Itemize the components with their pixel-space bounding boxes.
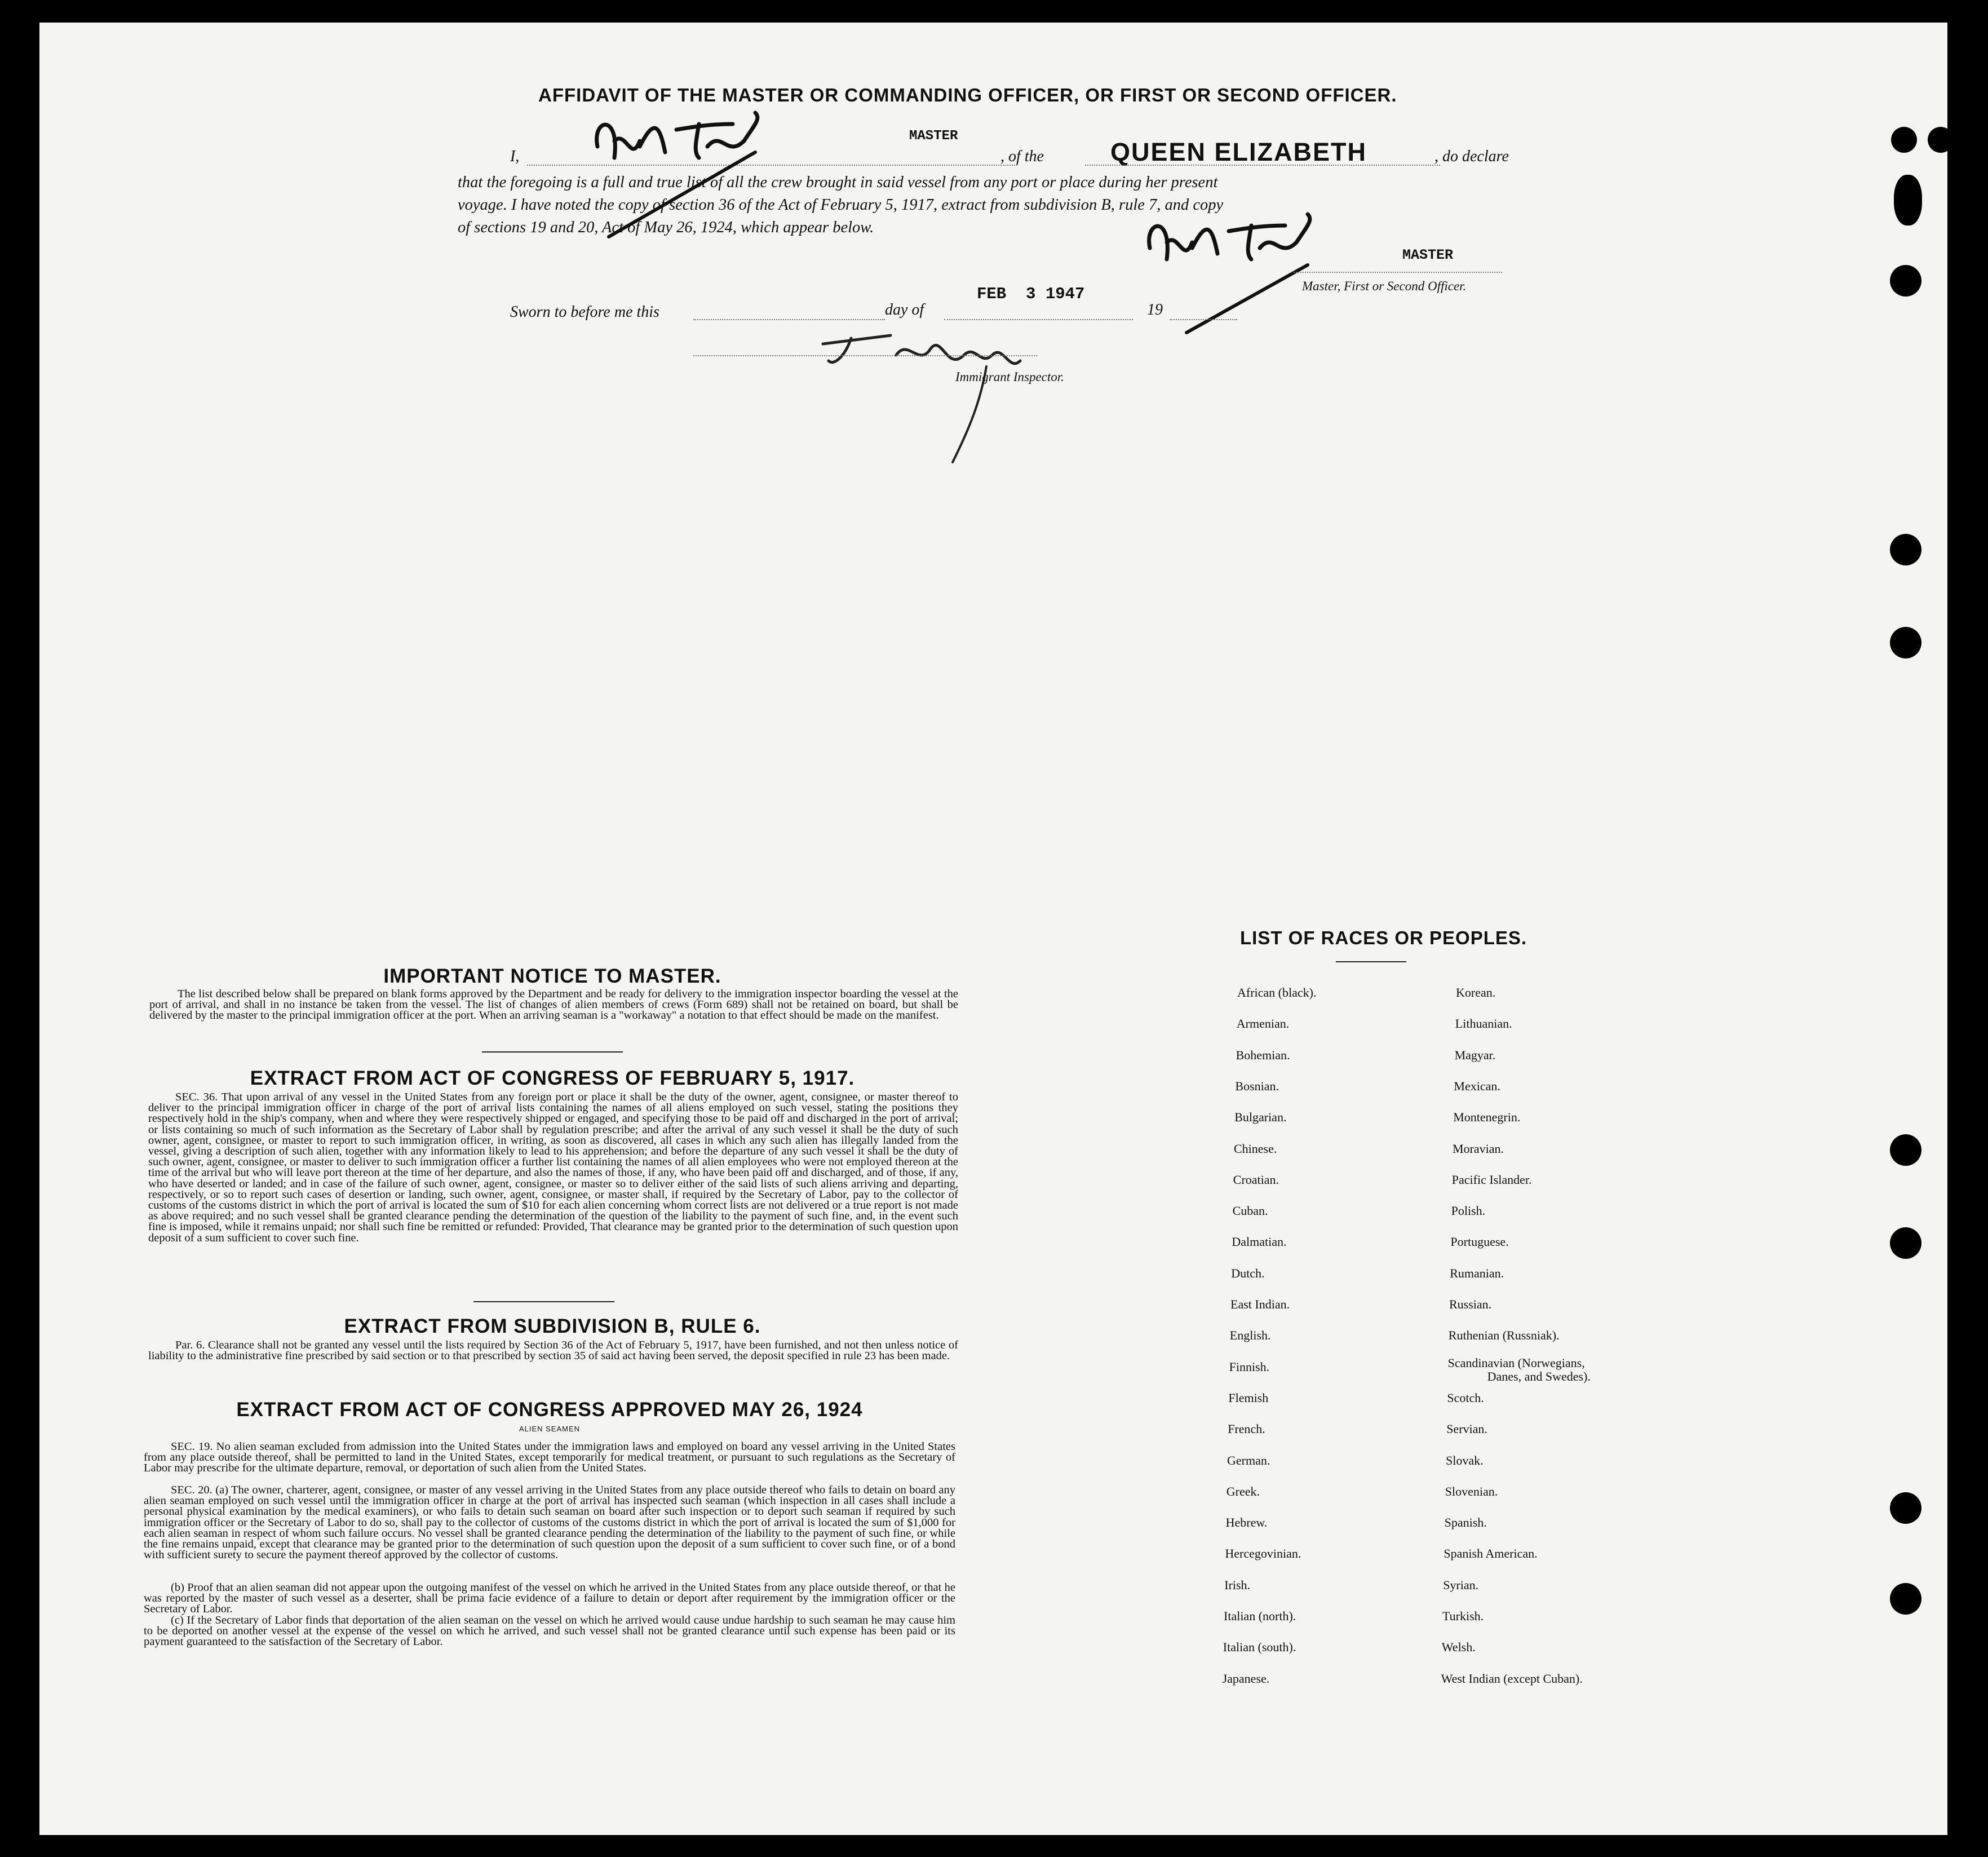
race-right-item: Scandinavian (Norwegians, Danes, and Swedes). xyxy=(1447,1355,1591,1383)
punch-hole-9 xyxy=(1890,1583,1921,1615)
race-left-item: Chinese. xyxy=(1234,1141,1277,1156)
punch-hole-8 xyxy=(1890,1492,1921,1524)
extract-1917-title: EXTRACT FROM ACT OF CONGRESS OF FEBRUARY 5, 1917. xyxy=(250,1067,855,1089)
punch-hole-top-right xyxy=(1928,127,1954,153)
race-left-item: African (black). xyxy=(1237,985,1317,1000)
do-declare-text: , do declare xyxy=(1434,148,1509,165)
extract-1917-body: SEC. 36. That upon arrival of any vessel in the United States from any foreign port or place it shall be the duty of the owner, agent, consignee, or master thereof to deliver to the principal immigration officer in charge of the port of arrival lists containing the names of all aliens employed on such vessel, stating the positions they respectively hold in the ship's company, when and where they were respectively shipped or engaged, and specifying those to be paid off and discharged in the port of arrival; or lists containing so much of such information as the Secretary of Labor shall by regulation prescribe; and after the arrival of any such vessel it shall be the duty of such owner, agent, consignee, or master to report to such immigration officer, in writing, as soon as discovered, all cases in which any such alien has illegally landed from the vessel, giving a description of such alien, together with any information likely to lead to his apprehension; and before the departure of any such vessel it shall be the duty of such owner, agent, consignee, or master to deliver to such immigration officer a further list containing the names of all alien employees who were not employed thereon at the time of the arrival but who will leave port thereon at the time of her departure, and also the names of those, if any, who have been paid off and discharged, and of those, if any, who have deserted or landed; and in case of the failure of such owner, agent, consignee, or master so to deliver either of the said lists of such aliens arriving and departing, respectively, or so to report such cases of desertion or landing, such owner, agent, consignee, or master shall, if required by the Secretary of Labor, pay to the collector of customs of the customs district in which the port of arrival is located the sum of $10 for each alien concerning whom correct lists are not delivered or a true report is not made as above required; and no such vessel shall be granted clearance pending the determination of the question of the liability to the payment of such fine, and, in the event such fine is imposed, while it remains unpaid; nor shall such fine be remitted or refunded: Provided, That clearance may be granted prior to the determination of such question upon deposit of a sum sufficient to cover such fine. xyxy=(148,1091,958,1244)
day-of-text: day of xyxy=(885,301,924,319)
race-left-item: Greek. xyxy=(1226,1484,1260,1498)
race-left-item: Italian (south). xyxy=(1223,1640,1296,1655)
race-left-item: East Indian. xyxy=(1230,1297,1290,1311)
race-left-item: Cuban. xyxy=(1232,1204,1268,1218)
race-left-item: Japanese. xyxy=(1222,1671,1270,1686)
race-left-item: Dutch. xyxy=(1231,1266,1265,1280)
race-right-item: West Indian (except Cuban). xyxy=(1441,1671,1583,1686)
race-right-item: Mexican. xyxy=(1454,1078,1500,1093)
date-stamp: FEB 3 1947 xyxy=(977,285,1085,303)
race-left-item: Hercegovinian. xyxy=(1225,1546,1301,1561)
race-right-item: Lithuanian. xyxy=(1455,1016,1512,1031)
extract-1924-sec20c: (c) If the Secretary of Labor finds that deportation of the alien seaman on the vessel on which he arrived would cause undue hardship to such seaman he may cause him to be deported on another vessel at the expense of the vessel on which he arrived, and such vessel shall not be granted clearance until such expense has been paid or its payment guaranteed to the satisfaction of the Secretary of Labor. xyxy=(144,1614,955,1648)
race-right-item: Turkish. xyxy=(1442,1609,1484,1623)
extract-rule6-title: EXTRACT FROM SUBDIVISION B, RULE 6. xyxy=(344,1315,761,1337)
race-right-item: Syrian. xyxy=(1443,1577,1479,1592)
inspector-signature xyxy=(812,321,1077,468)
divider-2 xyxy=(473,1301,614,1302)
race-right-item: Russian. xyxy=(1449,1297,1492,1311)
divider-1 xyxy=(482,1051,623,1053)
rank-stamp: MASTER xyxy=(909,129,958,144)
sworn-month-line xyxy=(944,319,1133,320)
race-left-item: Dalmatian. xyxy=(1232,1235,1287,1249)
race-left-item: Irish. xyxy=(1224,1577,1251,1592)
race-left-item: Hebrew. xyxy=(1225,1515,1268,1530)
extract-rule6-body: Par. 6. Clearance shall not be granted any vessel until the lists required by Section 36 of the Act of February 5, 1917, have been furnished, and not then unless notice of liability to the administrative fine prescribed by said section or to that prescribed by section 35 of said act having been served, the deposit specified in rule 23 has been made. xyxy=(148,1339,958,1363)
punch-hole-2 xyxy=(1894,175,1922,226)
punch-hole-5 xyxy=(1890,627,1921,658)
race-right-item: Welsh. xyxy=(1441,1640,1476,1655)
extract-1924-sec20b: (b) Proof that an alien seaman did not appear upon the outgoing manifest of the vessel on which he arrived in the United States from any place outside thereof, or that he was reported by the master of such vessel as a deserter, shall be prima facie evidence of a failure to detain or deport after requirement by the immigration officer or the Secretary of Labor. xyxy=(144,1581,955,1616)
race-left-item: Bosnian. xyxy=(1235,1078,1279,1093)
declaration-line-3: of sections 19 and 20, Act of May 26, 1924, which appear below. xyxy=(458,219,874,236)
punch-hole-4 xyxy=(1890,534,1921,565)
declaration-line-2: voyage. I have noted the copy of section 36 of the Act of February 5, 1917, extract from subdivision B, rule 7, and copy xyxy=(458,196,1224,214)
race-left-item: Flemish xyxy=(1228,1390,1269,1405)
race-left-item: Armenian. xyxy=(1236,1016,1290,1031)
officer-signature xyxy=(1139,203,1330,344)
race-right-item: Moravian. xyxy=(1453,1141,1504,1156)
race-right-item: Korean. xyxy=(1456,985,1496,1000)
sworn-text: Sworn to before me this xyxy=(510,303,659,321)
year-prefix: 19 xyxy=(1147,301,1163,319)
race-right-item: Spanish. xyxy=(1444,1515,1487,1530)
year-line xyxy=(1170,319,1237,320)
race-left-item: Croatian. xyxy=(1233,1172,1279,1187)
race-right-item: Polish. xyxy=(1451,1204,1486,1218)
punch-hole-top-left xyxy=(1891,127,1917,153)
sworn-day-line xyxy=(693,319,885,320)
race-right-item: Rumanian. xyxy=(1450,1266,1504,1280)
race-left-item: Bohemian. xyxy=(1236,1047,1290,1062)
race-left-item: German. xyxy=(1227,1453,1270,1467)
extract-1924-subtitle: ALIEN SEAMEN xyxy=(519,1425,581,1433)
extract-1924-title: EXTRACT FROM ACT OF CONGRESS APPROVED MAY 26, 1924 xyxy=(236,1399,863,1421)
signature-line xyxy=(1291,272,1502,273)
race-right-item: Spanish American. xyxy=(1444,1546,1538,1561)
race-left-item: English. xyxy=(1229,1328,1271,1343)
race-left-item: Bulgarian. xyxy=(1234,1110,1287,1125)
races-title: LIST OF RACES OR PEOPLES. xyxy=(1240,927,1527,948)
inspector-line xyxy=(693,355,1037,356)
race-right-item: Magyar. xyxy=(1454,1047,1496,1062)
inspector-caption: Immigrant Inspector. xyxy=(955,370,1064,384)
extract-1924-sec19: SEC. 19. No alien seaman excluded from admission into the United States under the immigration laws and employed on board any vessel arriving in the United States from any place outside thereof, shall be permitted to land in the United States, except temporarily for medical treatment, or pursuant to such regulations as the Secretary of Labor may prescribe for the ultimate departure, removal, or deportation of such alien from the United States. xyxy=(144,1440,955,1475)
of-the-text: , of the xyxy=(1000,148,1044,165)
signature-rank-stamp: MASTER xyxy=(1402,247,1454,263)
races-divider xyxy=(1336,961,1406,962)
punch-hole-7 xyxy=(1890,1227,1921,1259)
race-right-item: Portuguese. xyxy=(1450,1235,1509,1249)
race-right-item: Pacific Islander. xyxy=(1451,1172,1532,1187)
race-right-item: Scotch. xyxy=(1447,1390,1484,1405)
affidavit-pronoun: I, xyxy=(510,148,520,165)
affidavit-title: AFFIDAVIT OF THE MASTER OR COMMANDING OFFICER, OR FIRST OR SECOND OFFICER. xyxy=(538,85,1397,105)
race-left-item: Italian (north). xyxy=(1224,1609,1296,1623)
punch-hole-6 xyxy=(1890,1134,1921,1166)
race-left-item: French. xyxy=(1228,1422,1265,1436)
race-right-item: Slovenian. xyxy=(1445,1484,1498,1498)
notice-body: The list described below shall be prepared on blank forms approved by the Department and be ready for delivery to the immigration inspector boarding the vessel at the port of arrival, and shall in no instance be taken from the vessel. The list of changes of alien members of crews (Form 689) shall not be retained on board, but shall be delivered by the master to the principal immigration officer at the port. When an arriving seaman is a "workaway" a notation to that effect should be made on the manifest. xyxy=(149,988,958,1022)
race-left-item: Finnish. xyxy=(1229,1359,1270,1374)
notice-title: IMPORTANT NOTICE TO MASTER. xyxy=(383,965,721,987)
race-right-item: Slovak. xyxy=(1446,1453,1484,1467)
extract-1924-sec20a: SEC. 20. (a) The owner, charterer, agent, consignee, or master of any vessel arriving in the United States from any place outside thereof who fails to detain on board any alien seaman employed on such vessel until the immigration officer in charge at the port of arrival has inspected such seaman (which inspection in all cases shall include a personal physical examination by the medical examiners), or who fails to detain such seaman on board after such inspection or to deport such seaman if required by such immigration officer or the Secretary of Labor to do so, shall pay to the collector of customs of the customs district in which the port of arrival is located the sum of $1,000 for each alien seaman in respect of whom such failure occurs. No vessel shall be granted clearance pending the determination of the liability to the payment of such fine, or while the fine remains unpaid, except that clearance may be granted prior to the determination of such question upon the deposit of a sum sufficient to cover such fine, or of a bond with sufficient surety to secure the payment thereof approved by the collector of customs. xyxy=(144,1484,955,1562)
signature-caption: Master, First or Second Officer. xyxy=(1302,279,1467,293)
declaration-line-1: that the foregoing is a full and true list of all the crew brought in said vessel from any port or place during her present xyxy=(458,174,1218,191)
vessel-name: QUEEN ELIZABETH xyxy=(1110,138,1367,166)
punch-hole-3 xyxy=(1890,265,1921,297)
race-right-item: Servian. xyxy=(1446,1422,1487,1436)
race-right-item: Montenegrin. xyxy=(1453,1110,1521,1125)
race-right-item: Ruthenian (Russniak). xyxy=(1448,1328,1560,1343)
vessel-name-line xyxy=(1085,165,1440,166)
